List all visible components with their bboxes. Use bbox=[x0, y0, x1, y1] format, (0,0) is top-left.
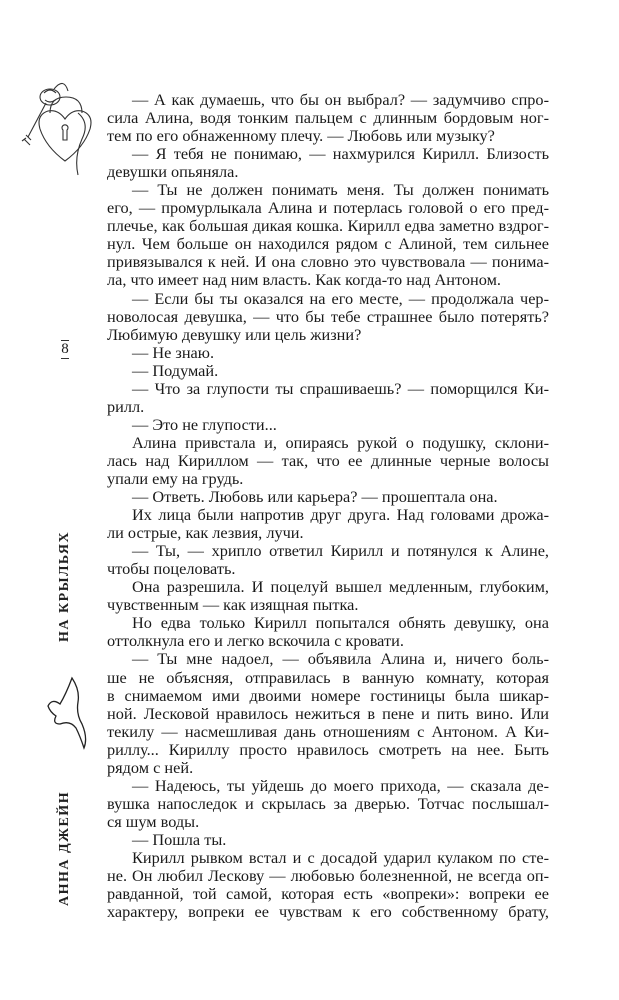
text-line: чтобы поцеловать. bbox=[107, 559, 236, 579]
text-line: — Ты не должен понимать меня. Ты должен понимать bbox=[132, 180, 549, 200]
text-line: привязывался к ней. И она словно это чувствовала — понима- bbox=[107, 252, 549, 272]
text-line: ше не объясняя, отправилась в ванную комнату, которая bbox=[107, 667, 549, 687]
text-line: — Это не глупости... bbox=[132, 414, 277, 434]
text-line: ла, что имеет над ним власть. Как когда-то над Антоном. bbox=[107, 270, 501, 290]
text-line: — Что за глупости ты спрашиваешь? — поморщился Ки- bbox=[132, 378, 549, 398]
text-line: Алина привстала и, опираясь рукой о подушку, склони- bbox=[132, 432, 549, 452]
page-number-value: 8 bbox=[61, 341, 69, 357]
text-line: ной. Лесковой нравилось нежиться в пене и пить вино. Или bbox=[107, 703, 549, 723]
text-line: Кирилл рывком встал и с досадой ударил кулаком по сте- bbox=[132, 847, 549, 867]
text-line: риллу... Кириллу просто нравилось смотреть на нее. Быть bbox=[107, 739, 549, 759]
text-line: рядом с ней. bbox=[107, 757, 194, 777]
text-line: Любимую девушку или цель жизни? bbox=[107, 324, 362, 344]
text-line: девушки опьяняла. bbox=[107, 162, 239, 182]
text-line: — Если бы ты оказался на его месте, — продолжала чер- bbox=[132, 288, 549, 308]
text-line: лась над Кириллом — так, что ее длинные черные волосы bbox=[107, 450, 549, 470]
text-line: — Ты, — хрипло ответил Кирилл и потянулся к Алине, bbox=[132, 541, 549, 561]
text-line: текилу — насмешливая дань отношениям с Антоном. А Ки- bbox=[107, 721, 549, 741]
text-line: вушка напоследок и скрылась за дверью. Тотчас послышал- bbox=[107, 793, 549, 813]
text-line: в снимаемом ими двоими номере гостиницы была шикар- bbox=[107, 685, 549, 705]
text-line: не. Он любил Лескову — любовью болезненной, не всегда оп- bbox=[107, 866, 549, 886]
text-line: его, — промурлыкала Алина и потерлась головой о его пред- bbox=[107, 198, 549, 218]
page-number bbox=[58, 340, 72, 359]
text-line: — А как думаешь, что бы он выбрал? — задумчиво спро- bbox=[132, 90, 549, 109]
running-title: НА КРЫЛЬЯХ bbox=[57, 530, 72, 642]
text-line: ся шум воды. bbox=[107, 811, 200, 831]
text-line: — Подумай. bbox=[132, 360, 219, 380]
text-line: характеру, вопреки ее чувствам к его собственному брату, bbox=[107, 902, 549, 922]
text-line: рилл. bbox=[107, 396, 145, 416]
text-line: Их лица были напротив друг друга. Над головами дрожа- bbox=[132, 505, 549, 525]
text-line: сила Алина, водя тонким пальцем с длинным бордовым ног- bbox=[107, 108, 549, 128]
text-line: чувственным — как изящная пытка. bbox=[107, 595, 359, 615]
text-line: — Ты мне надоел, — объявила Алина и, ничего боль- bbox=[132, 649, 549, 669]
bird-icon bbox=[42, 676, 88, 750]
text-line: — Не знаю. bbox=[132, 342, 215, 362]
text-line: ли острые, как лезвия, лучи. bbox=[107, 523, 304, 543]
body-text bbox=[107, 91, 549, 921]
text-line: равданной, той самой, которая есть «вопреки»: вопреки ее bbox=[107, 884, 549, 904]
heart-lock-and-key-icon bbox=[8, 75, 98, 185]
text-line: Но едва только Кирилл попытался обнять девушку, она bbox=[132, 613, 549, 633]
author-name: АННА ДЖЕЙН bbox=[57, 790, 72, 906]
text-line: новолосая девушка, — что бы тебе страшнее было потерять? bbox=[107, 306, 549, 326]
text-line: Она разрешила. И поцелуй вышел медленным, глубоким, bbox=[132, 577, 549, 597]
text-line: — Ответь. Любовь или карьера? — прошептала она. bbox=[132, 487, 498, 507]
page-number-rule-bottom bbox=[61, 358, 69, 359]
text-line: — Пошла ты. bbox=[132, 829, 227, 849]
text-line: — Надеюсь, ты уйдешь до моего прихода, — сказала де- bbox=[132, 775, 549, 795]
text-line: оттолкнула его и легко вскочила с кровати. bbox=[107, 631, 404, 651]
text-line: нул. Чем больше он находился рядом с Алиной, тем сильнее bbox=[107, 234, 549, 254]
text-line: тем по его обнаженному плечу. — Любовь или музыку? bbox=[107, 126, 495, 146]
text-line: — Я тебя не понимаю, — нахмурился Кирилл. Близость bbox=[132, 144, 549, 164]
text-line: упали ему на грудь. bbox=[107, 468, 244, 488]
text-line: плечье, как большая дикая кошка. Кирилл едва заметно вздрог- bbox=[107, 216, 549, 236]
